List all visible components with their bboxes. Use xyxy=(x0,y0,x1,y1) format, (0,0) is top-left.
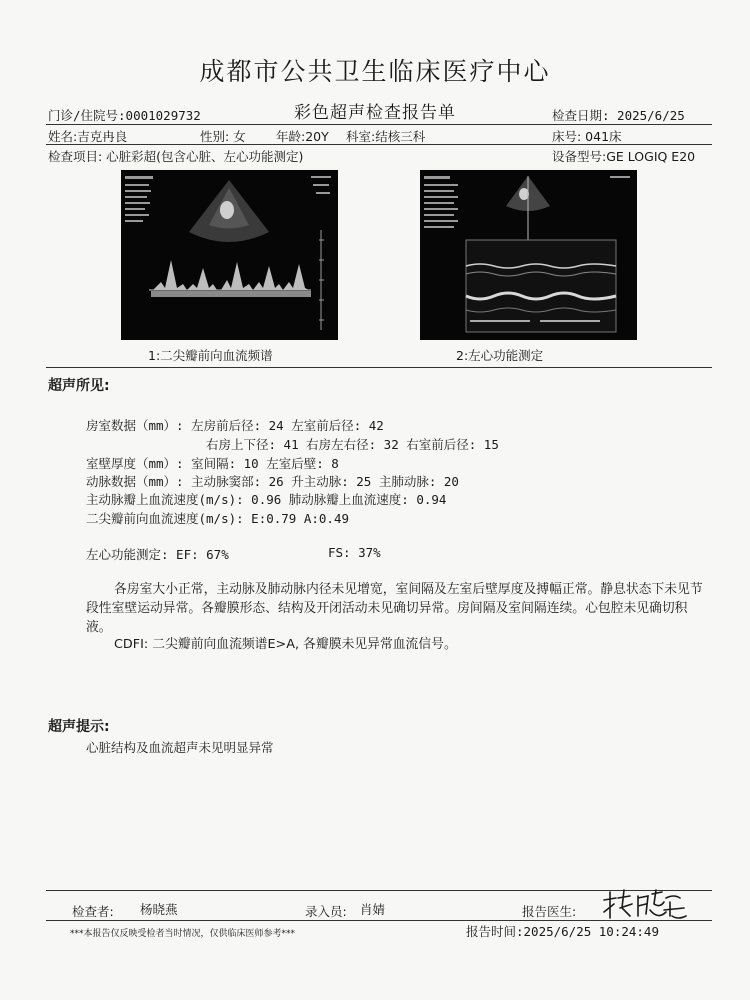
valve-velocity-row: 主动脉瓣上血流速度(m/s): 0.96 肺动脉瓣上血流速度: 0.94 xyxy=(86,492,447,507)
bed-number: 床号: 041床 xyxy=(552,129,622,144)
image-caption-1: 1:二尖瓣前向血流频谱 xyxy=(148,348,273,363)
patient-name: 姓名:吉克冉良 xyxy=(48,129,128,144)
images-divider xyxy=(46,367,712,368)
footer-divider-2 xyxy=(46,920,712,921)
patient-id: 门诊/住院号:0001029732 xyxy=(48,108,201,123)
exam-item: 检查项目: 心脏彩超(包含心脏、左心功能测定) xyxy=(48,149,304,164)
wall-thickness-row: 室壁厚度（mm）: 室间隔: 10 左室后壁: 8 xyxy=(86,456,339,471)
findings-description: 各房室大小正常，主动脉及肺动脉内径未见增宽，室间隔及左室后壁厚度及搏幅正常。静息状态下未见节段性室壁运动异常。各瓣膜形态、结构及开闭活动未见确切异常。房间隔及室间隔连续。心包腔未见确切积液。 xyxy=(86,582,703,635)
image-caption-2: 2:左心功能测定 xyxy=(456,348,544,363)
chamber-data-row-1: 房室数据（mm）: 左房前后径: 24 左室前后径: 42 xyxy=(86,418,384,433)
exam-date: 检查日期: 2025/6/25 xyxy=(552,108,685,123)
findings-title: 超声所见: xyxy=(48,378,110,394)
mitral-velocity-row: 二尖瓣前向血流速度(m/s): E:0.79 A:0.49 xyxy=(86,511,350,526)
chamber-data-row-2: 右房上下径: 41 右房左右径: 32 右室前后径: 15 xyxy=(206,437,499,452)
recorder-name: 肖婧 xyxy=(360,902,386,917)
cdfi-description: CDFI: 二尖瓣前向血流频谱E>A, 各瓣膜未见异常血流信号。 xyxy=(114,637,457,652)
conclusion-title: 超声提示: xyxy=(48,719,110,735)
report-time: 报告时间:2025/6/25 10:24:49 xyxy=(466,924,659,939)
doctor-label: 报告医生: xyxy=(522,904,577,919)
header-divider-1 xyxy=(46,124,712,125)
lv-function-fs: FS: 37% xyxy=(328,545,381,560)
patient-gender: 性别: 女 xyxy=(200,129,246,144)
disclaimer: ***本报告仅反映受检者当时情况，仅供临床医师参考*** xyxy=(70,929,296,939)
recorder-label: 录入员: xyxy=(305,904,347,919)
device-model: 设备型号:GE LOGIQ E20 xyxy=(552,149,696,164)
artery-data-row: 动脉数据（mm）: 主动脉窦部: 26 升主动脉: 25 主肺动脉: 20 xyxy=(86,474,459,489)
conclusion-text: 心脏结构及血流超声未见明显异常 xyxy=(86,740,274,755)
examiner-name: 杨晓燕 xyxy=(140,902,178,917)
report-title: 彩色超声检查报告单 xyxy=(294,103,456,123)
ultrasound-image-lv-function xyxy=(420,170,637,340)
lv-function-ef: 左心功能测定: EF: 67% xyxy=(86,547,229,562)
examiner-label: 检查者: xyxy=(72,904,114,919)
header-divider-2 xyxy=(46,144,712,145)
doctor-signature-image xyxy=(600,886,690,922)
patient-age: 年龄:20Y xyxy=(276,129,329,144)
ultrasound-image-mitral-doppler xyxy=(121,170,338,340)
hospital-name: 成都市公共卫生临床医疗中心 xyxy=(199,57,551,86)
department: 科室:结核三科 xyxy=(346,129,426,144)
